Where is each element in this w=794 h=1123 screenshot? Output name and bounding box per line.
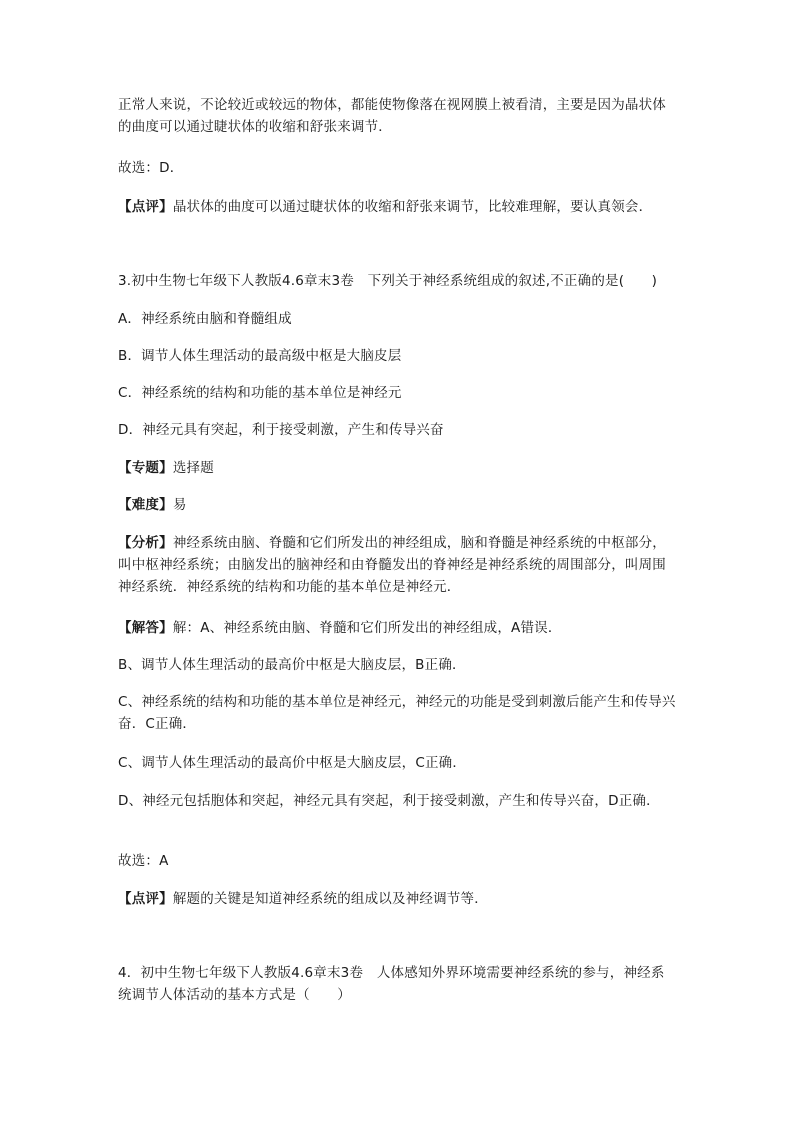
option-a: A．神经系统由脑和脊髓组成	[118, 311, 292, 327]
difficulty: 【难度】易	[118, 497, 187, 513]
paragraph-1: 正常人来说，不论较近或较远的物体，都能使物像落在视网膜上被看清，主要是因为晶状体的曲度可以通过睫状体的收缩和舒张来调节．	[118, 97, 666, 135]
option-d: D．神经元具有突起，利于接受刺激，产生和传导兴奋	[118, 422, 444, 438]
question-4-title: 4．初中生物七年级下人教版4.6章末3卷 人体感知外界环境需要神经系统的参与，神经系统调节人体活动的基本方式是（ ）	[118, 965, 665, 1003]
paragraph-comment-3: 【点评】解题的关键是知道神经系统的组成以及神经调节等．	[118, 891, 488, 907]
solution-c2: C、调节人体生理活动的最高价中枢是大脑皮层，C正确．	[118, 755, 467, 771]
option-b: B．调节人体生理活动的最高级中枢是大脑皮层	[118, 348, 402, 364]
analysis: 【分析】神经系统由脑、脊髓和它们所发出的神经组成，脑和脊髓是神经系统的中枢部分，叫中枢神经系统；由脑发出的脑神经和由脊髓发出的脊神经是神经系统的周围部分，叫周围神经系统．神经系统的结构和功能的基本单位是神经元．	[118, 535, 667, 595]
paragraph-answer-2: 故选：D．	[118, 160, 184, 176]
solution: 【解答】解：A、神经系统由脑、脊髓和它们所发出的神经组成，A错误．	[118, 620, 562, 636]
paragraph-comment-2: 【点评】晶状体的曲度可以通过睫状体的收缩和舒张来调节，比较难理解，要认真领会．	[118, 199, 653, 215]
topic: 【专题】选择题	[118, 460, 214, 476]
solution-b: B、调节人体生理活动的最高价中枢是大脑皮层，B正确．	[118, 657, 466, 673]
option-c: C．神经系统的结构和功能的基本单位是神经元	[118, 385, 402, 401]
solution-c: C、神经系统的结构和功能的基本单位是神经元，神经元的功能是受到刺激后能产生和传导兴奋．C正确．	[118, 694, 676, 732]
paragraph-answer-3: 故选：A	[118, 853, 169, 869]
question-3-title: 3.初中生物七年级下人教版4.6章末3卷 下列关于神经系统组成的叙述,不正确的是( )	[118, 273, 658, 289]
solution-d: D、神经元包括胞体和突起，神经元具有突起，利于接受刺激，产生和传导兴奋，D正确．	[118, 793, 660, 809]
